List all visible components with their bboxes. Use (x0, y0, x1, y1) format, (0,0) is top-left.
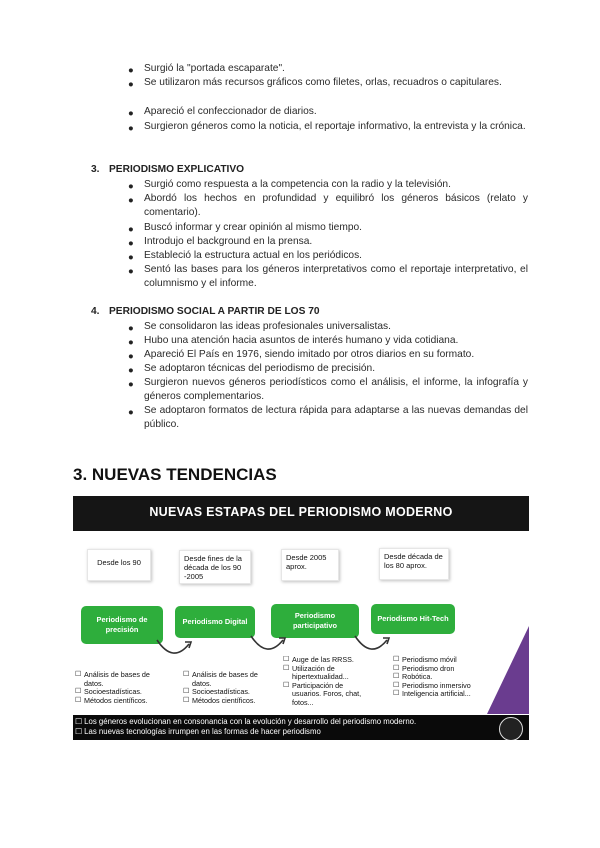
list-item: Utilización de hipertextualidad... (292, 663, 349, 682)
checkbox-icon: ☐ (183, 696, 190, 704)
list-item: Análisis de bases de datos. (84, 670, 150, 688)
bullet-icon: ● (128, 323, 134, 334)
list-item: Robótica. (402, 672, 433, 682)
checkbox-icon: ☐ (75, 688, 82, 696)
infographic-title: NUEVAS ESTAPAS DEL PERIODISMO MODERNO (149, 505, 453, 519)
list-item: Se adoptaron técnicas del periodismo de precisión. (144, 363, 376, 374)
bullet-icon: ● (128, 181, 134, 192)
list-item: Se consolidaron las ideas profesionales universalistas. (144, 321, 391, 332)
list-item: Apareció El País en 1976, siendo imitado por otros diarios en su formato. (144, 349, 475, 360)
stage-name: Periodismo Hit-Tech (377, 614, 449, 623)
list-item: Métodos científicos. (192, 695, 256, 705)
bullet-icon: ● (128, 65, 134, 76)
infographic (73, 496, 529, 740)
stage-name: Periodismo de precisión (96, 615, 148, 634)
list-item: Introdujo el background en la prensa. (144, 236, 313, 247)
checkbox-icon: ☐ (393, 656, 400, 663)
bullet-icon: ● (128, 108, 134, 119)
stage-name: Periodismo participativo (293, 611, 337, 630)
section-title: PERIODISMO SOCIAL A PARTIR DE LOS 70 (109, 306, 320, 317)
list-item: Surgieron géneros como la noticia, el reportaje informativo, la entrevista y la crónica. (144, 121, 526, 132)
bullet-icon: ● (128, 365, 134, 376)
checkbox-icon: ☐ (283, 664, 290, 672)
stage-box (371, 604, 455, 634)
bullet-icon: ● (128, 337, 134, 348)
page-heading: 3. NUEVAS TENDENCIAS (73, 465, 277, 484)
checkbox-icon: ☐ (393, 673, 400, 681)
list-item: Abordó los hechos en profundidad y equilibró los géneros básicos (relato y comentario). (144, 193, 528, 219)
stage-date: Desde los 90 (87, 549, 151, 581)
logo-icon (499, 717, 523, 740)
checkbox-icon: ☐ (393, 681, 400, 689)
list-item: Buscó informar y crear opinión al mismo tiempo. (144, 222, 362, 233)
bullet-icon: ● (128, 252, 134, 263)
list-item: Socioestadísticas. (192, 687, 250, 697)
bullet-icon: ● (128, 238, 134, 249)
section-number: 3. (91, 164, 100, 175)
list-item: Socioestadísticas. (84, 687, 142, 697)
arrow-icon (155, 636, 195, 662)
list-item: Estableció la estructura actual en los periódicos. (144, 250, 363, 261)
list-item: Inteligencia artificial... (402, 689, 471, 699)
list-item: Surgieron nuevos géneros periodísticos como el análisis, el informe, la infografía y géneros complementarios. (144, 377, 528, 403)
bullet-icon: ● (128, 123, 134, 134)
checkbox-icon: ☐ (183, 688, 190, 696)
list-item: Periodismo inmersivo (402, 680, 471, 690)
bullet-icon: ● (128, 407, 134, 418)
checkbox-icon: ☐ (283, 656, 290, 663)
stage-box (81, 606, 163, 644)
footer-text: Los géneros evolucionan en consonancia con la evolución y desarrollo del periodismo moderno. (84, 717, 417, 726)
checkbox-icon: ☐ (283, 681, 290, 689)
list-item: Sentó las bases para los géneros interpretativos como el reportaje interpretativo, el columnismo y el informe. (144, 264, 528, 290)
footer-line (75, 717, 416, 727)
stage-feature-list (391, 654, 491, 701)
list-item: Se utilizaron más recursos gráficos como filetes, orlas, recuadros o capitulares. (144, 77, 502, 88)
stage-box (175, 606, 255, 638)
checkbox-icon: ☐ (75, 717, 85, 726)
list-item: Hubo una atención hacia asuntos de interés humano y vida cotidiana. (144, 335, 459, 346)
stage-date: Desde fines de la década de los 90 -2005 (179, 550, 251, 584)
arrow-icon (249, 632, 289, 658)
stage-feature-list (283, 656, 373, 714)
stage-date: Desde década de los 80 aprox. (379, 548, 449, 580)
stage-feature-list (183, 671, 279, 705)
list-item: Métodos científicos. (84, 695, 148, 705)
bullet-icon: ● (128, 379, 134, 390)
bullet-icon: ● (128, 79, 134, 90)
checkbox-icon: ☐ (75, 727, 85, 736)
section-heading (91, 164, 244, 175)
checkbox-icon: ☐ (75, 671, 82, 678)
checkbox-icon: ☐ (393, 690, 400, 698)
list-item: Periodismo móvil (402, 655, 457, 664)
footer-line (75, 727, 321, 737)
bullet-icon: ● (128, 351, 134, 362)
checkbox-icon: ☐ (393, 664, 400, 672)
checkbox-icon: ☐ (75, 696, 82, 704)
footer-text: Las nuevas tecnologías irrumpen en las formas de hacer periodismo (84, 727, 321, 736)
stage-date: Desde 2005 aprox. (281, 549, 339, 581)
section-number: 4. (91, 306, 100, 317)
section-heading (91, 306, 320, 317)
bullet-icon: ● (128, 266, 134, 277)
list-item: Participación de usuarios. Foros, chat, fotos... (292, 680, 362, 707)
list-item: Auge de las RRSS. (292, 656, 354, 664)
checkbox-icon: ☐ (183, 671, 190, 678)
stage-name: Periodismo Digital (182, 617, 248, 626)
purple-corner-decoration (487, 626, 529, 714)
section-title: PERIODISMO EXPLICATIVO (109, 164, 245, 175)
list-item: Surgió la "portada escaparate". (144, 63, 285, 74)
stage-feature-list (75, 671, 167, 705)
list-item: Surgió como respuesta a la competencia con la radio y la televisión. (144, 179, 451, 190)
list-item: Se adoptaron formatos de lectura rápida para adaptarse a las nuevas demandas del público. (144, 405, 528, 431)
list-item: Apareció el confeccionador de diarios. (144, 106, 317, 117)
bullet-icon: ● (128, 224, 134, 235)
list-item: Periodismo dron (402, 663, 455, 673)
list-item: Análisis de bases de datos. (192, 670, 258, 688)
bullet-icon: ● (128, 195, 134, 206)
arrow-icon (353, 632, 393, 658)
